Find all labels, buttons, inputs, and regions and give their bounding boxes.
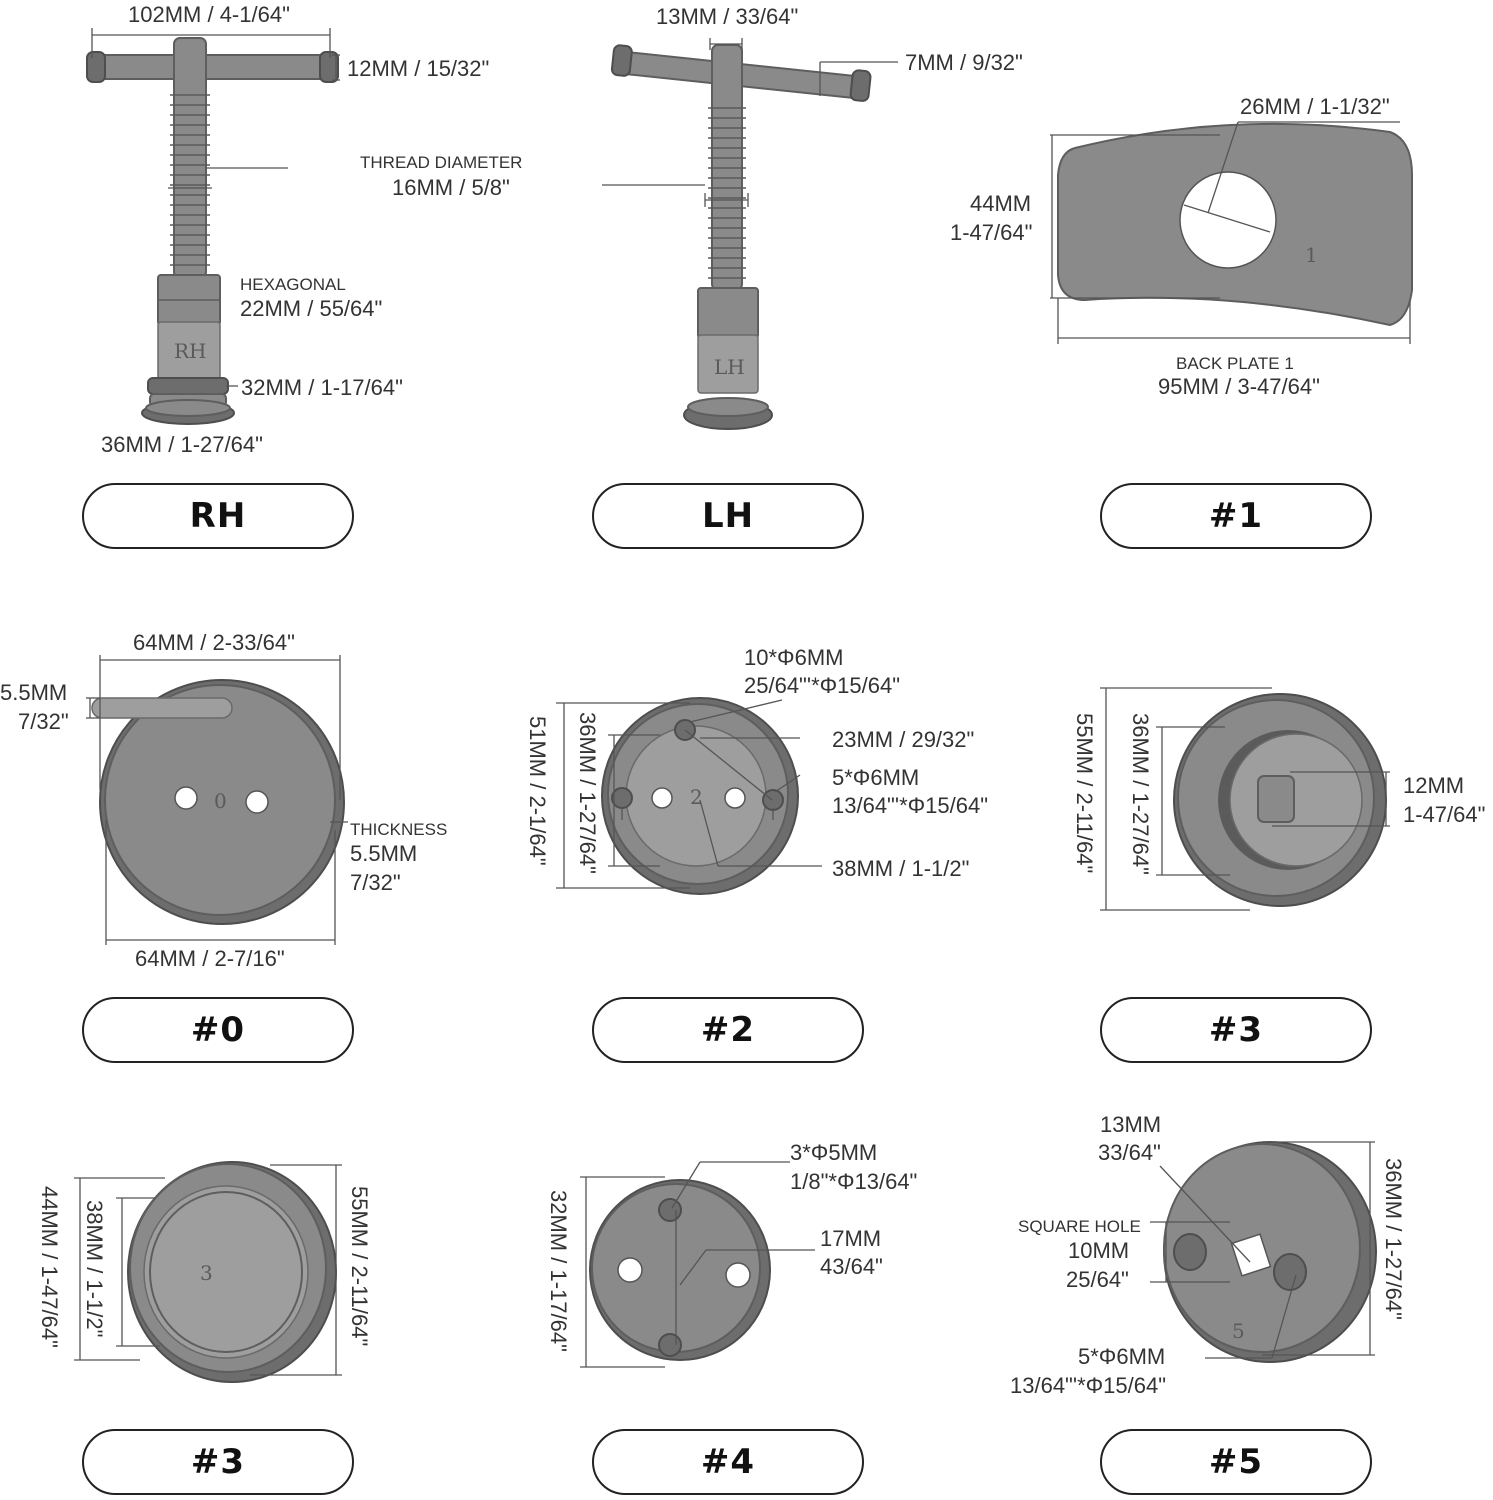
- label-1: [1100, 483, 1372, 549]
- disc0-top-size: 64MM / 2-33/64": [133, 630, 295, 655]
- disc5-square-mm: 10MM: [1068, 1238, 1130, 1263]
- disc2-spacing: 23MM / 29/32": [832, 727, 975, 752]
- label-lh: [592, 483, 864, 549]
- lh-top-size: 13MM / 33/64": [656, 4, 799, 29]
- label-5-text: #5: [1208, 1442, 1264, 1482]
- rh-handle-diameter: 12MM / 15/32": [347, 56, 490, 81]
- lh-handle-diameter: 7MM / 9/32": [905, 50, 1023, 75]
- disc5-pins1: 5*Φ6MM: [1078, 1344, 1166, 1369]
- disc3b-left1: 44MM / 1-47/64": [37, 1186, 62, 1348]
- rh-hex-title: HEXAGONAL: [240, 275, 346, 294]
- disc5-pins2: 13/64"'*Φ15/64": [1010, 1373, 1167, 1398]
- label-0: [82, 997, 354, 1063]
- disc4-pitch-mm: 17MM: [820, 1226, 882, 1251]
- disc5-engraving: 5: [1232, 1319, 1245, 1343]
- disc4-pins1: 3*Φ5MM: [790, 1140, 878, 1165]
- label-0-text: #0: [190, 1010, 246, 1050]
- disc2-pins-b2: 13/64"'*Φ15/64": [832, 793, 989, 818]
- lh-engraving: LH: [714, 355, 745, 379]
- disc0-slot-in: 7/32": [18, 709, 69, 734]
- label-3-top-text: #3: [1208, 1010, 1264, 1050]
- disc0-slot-mm: 5.5MM: [0, 680, 68, 705]
- label-1-text: #1: [1208, 496, 1264, 536]
- disc2-engraving: 2: [690, 785, 703, 809]
- disc5-square-in: 25/64": [1066, 1267, 1129, 1292]
- disc4-pins2: 1/8"*Φ13/64": [790, 1169, 918, 1194]
- rh-base-size: 36MM / 1-27/64": [101, 432, 263, 457]
- rh-engraving: RH: [174, 339, 207, 363]
- rh-handle-width: 102MM / 4-1/64": [128, 2, 290, 27]
- disc5-square-title: SQUARE HOLE: [1018, 1217, 1141, 1236]
- disc5-top-in: 33/64": [1098, 1140, 1161, 1165]
- label-3-bottom-text: #3: [190, 1442, 246, 1482]
- disc2-inner: 36MM / 1-27/64": [575, 712, 600, 874]
- label-2-text: #2: [700, 1010, 756, 1050]
- plate1-height-mm: 44MM: [970, 191, 1032, 216]
- plate1-engraving: 1: [1305, 243, 1318, 267]
- plate1-width: 95MM / 3-47/64": [1158, 374, 1320, 399]
- disc-4: [580, 1162, 815, 1367]
- disc-5: [1150, 1142, 1376, 1362]
- disc0-engraving: 0: [214, 789, 227, 813]
- disc2-pins-a1: 10*Φ6MM: [744, 645, 844, 670]
- label-rh: [82, 483, 354, 549]
- lh-thread-title: THREAD DIAMETER: [360, 153, 523, 172]
- label-rh-text: RH: [189, 496, 247, 536]
- label-4: [592, 1429, 864, 1495]
- rh-screw-tool: [87, 28, 340, 424]
- label-3-bottom: [82, 1429, 354, 1495]
- disc2-pins-a2: 25/64"'*Φ15/64": [744, 673, 901, 698]
- disc3a-inner: 36MM / 1-27/64": [1128, 713, 1153, 875]
- disc3b-right: 55MM / 2-11/64": [347, 1186, 372, 1347]
- label-4-text: #4: [700, 1442, 756, 1482]
- label-lh-text: LH: [701, 496, 755, 536]
- disc3b-engraving: 3: [200, 1261, 213, 1285]
- disc0-thickness-mm: 5.5MM: [350, 841, 418, 866]
- plate1-height-in: 1-47/64": [950, 220, 1033, 245]
- disc5-top-mm: 13MM: [1100, 1112, 1162, 1137]
- lh-screw-tool: [602, 38, 898, 429]
- disc3a-boss-in: 1-47/64": [1403, 802, 1486, 827]
- disc2-pins-b1: 5*Φ6MM: [832, 765, 920, 790]
- plate1-title: BACK PLATE 1: [1176, 354, 1294, 373]
- label-2: [592, 997, 864, 1063]
- disc4-pitch-in: 43/64": [820, 1254, 883, 1279]
- back-plate-1: [1050, 122, 1412, 344]
- rh-collar-size: 32MM / 1-17/64": [241, 375, 403, 400]
- disc0-bottom-size: 64MM / 2-7/16": [135, 946, 285, 971]
- disc3a-boss-mm: 12MM: [1403, 773, 1465, 798]
- disc0-thickness-title: THICKNESS: [350, 820, 448, 839]
- disc4-height: 32MM / 1-17/64": [546, 1190, 571, 1352]
- disc3b-left2: 38MM / 1-1/2": [82, 1200, 107, 1338]
- label-3-top: [1100, 997, 1372, 1063]
- plate1-hole-size: 26MM / 1-1/32": [1240, 94, 1390, 119]
- lh-thread-size: 16MM / 5/8": [392, 175, 510, 200]
- disc2-pitch: 38MM / 1-1/2": [832, 856, 970, 881]
- disc5-height: 36MM / 1-27/64": [1381, 1158, 1406, 1320]
- rh-hex-size: 22MM / 55/64": [240, 296, 383, 321]
- label-5: [1100, 1429, 1372, 1495]
- disc2-outer: 51MM / 2-1/64": [525, 716, 550, 866]
- disc-3-bottom: [74, 1162, 342, 1382]
- disc3a-outer: 55MM / 2-11/64": [1072, 713, 1097, 874]
- disc-0: [86, 655, 348, 945]
- disc0-thickness-in: 7/32": [350, 870, 401, 895]
